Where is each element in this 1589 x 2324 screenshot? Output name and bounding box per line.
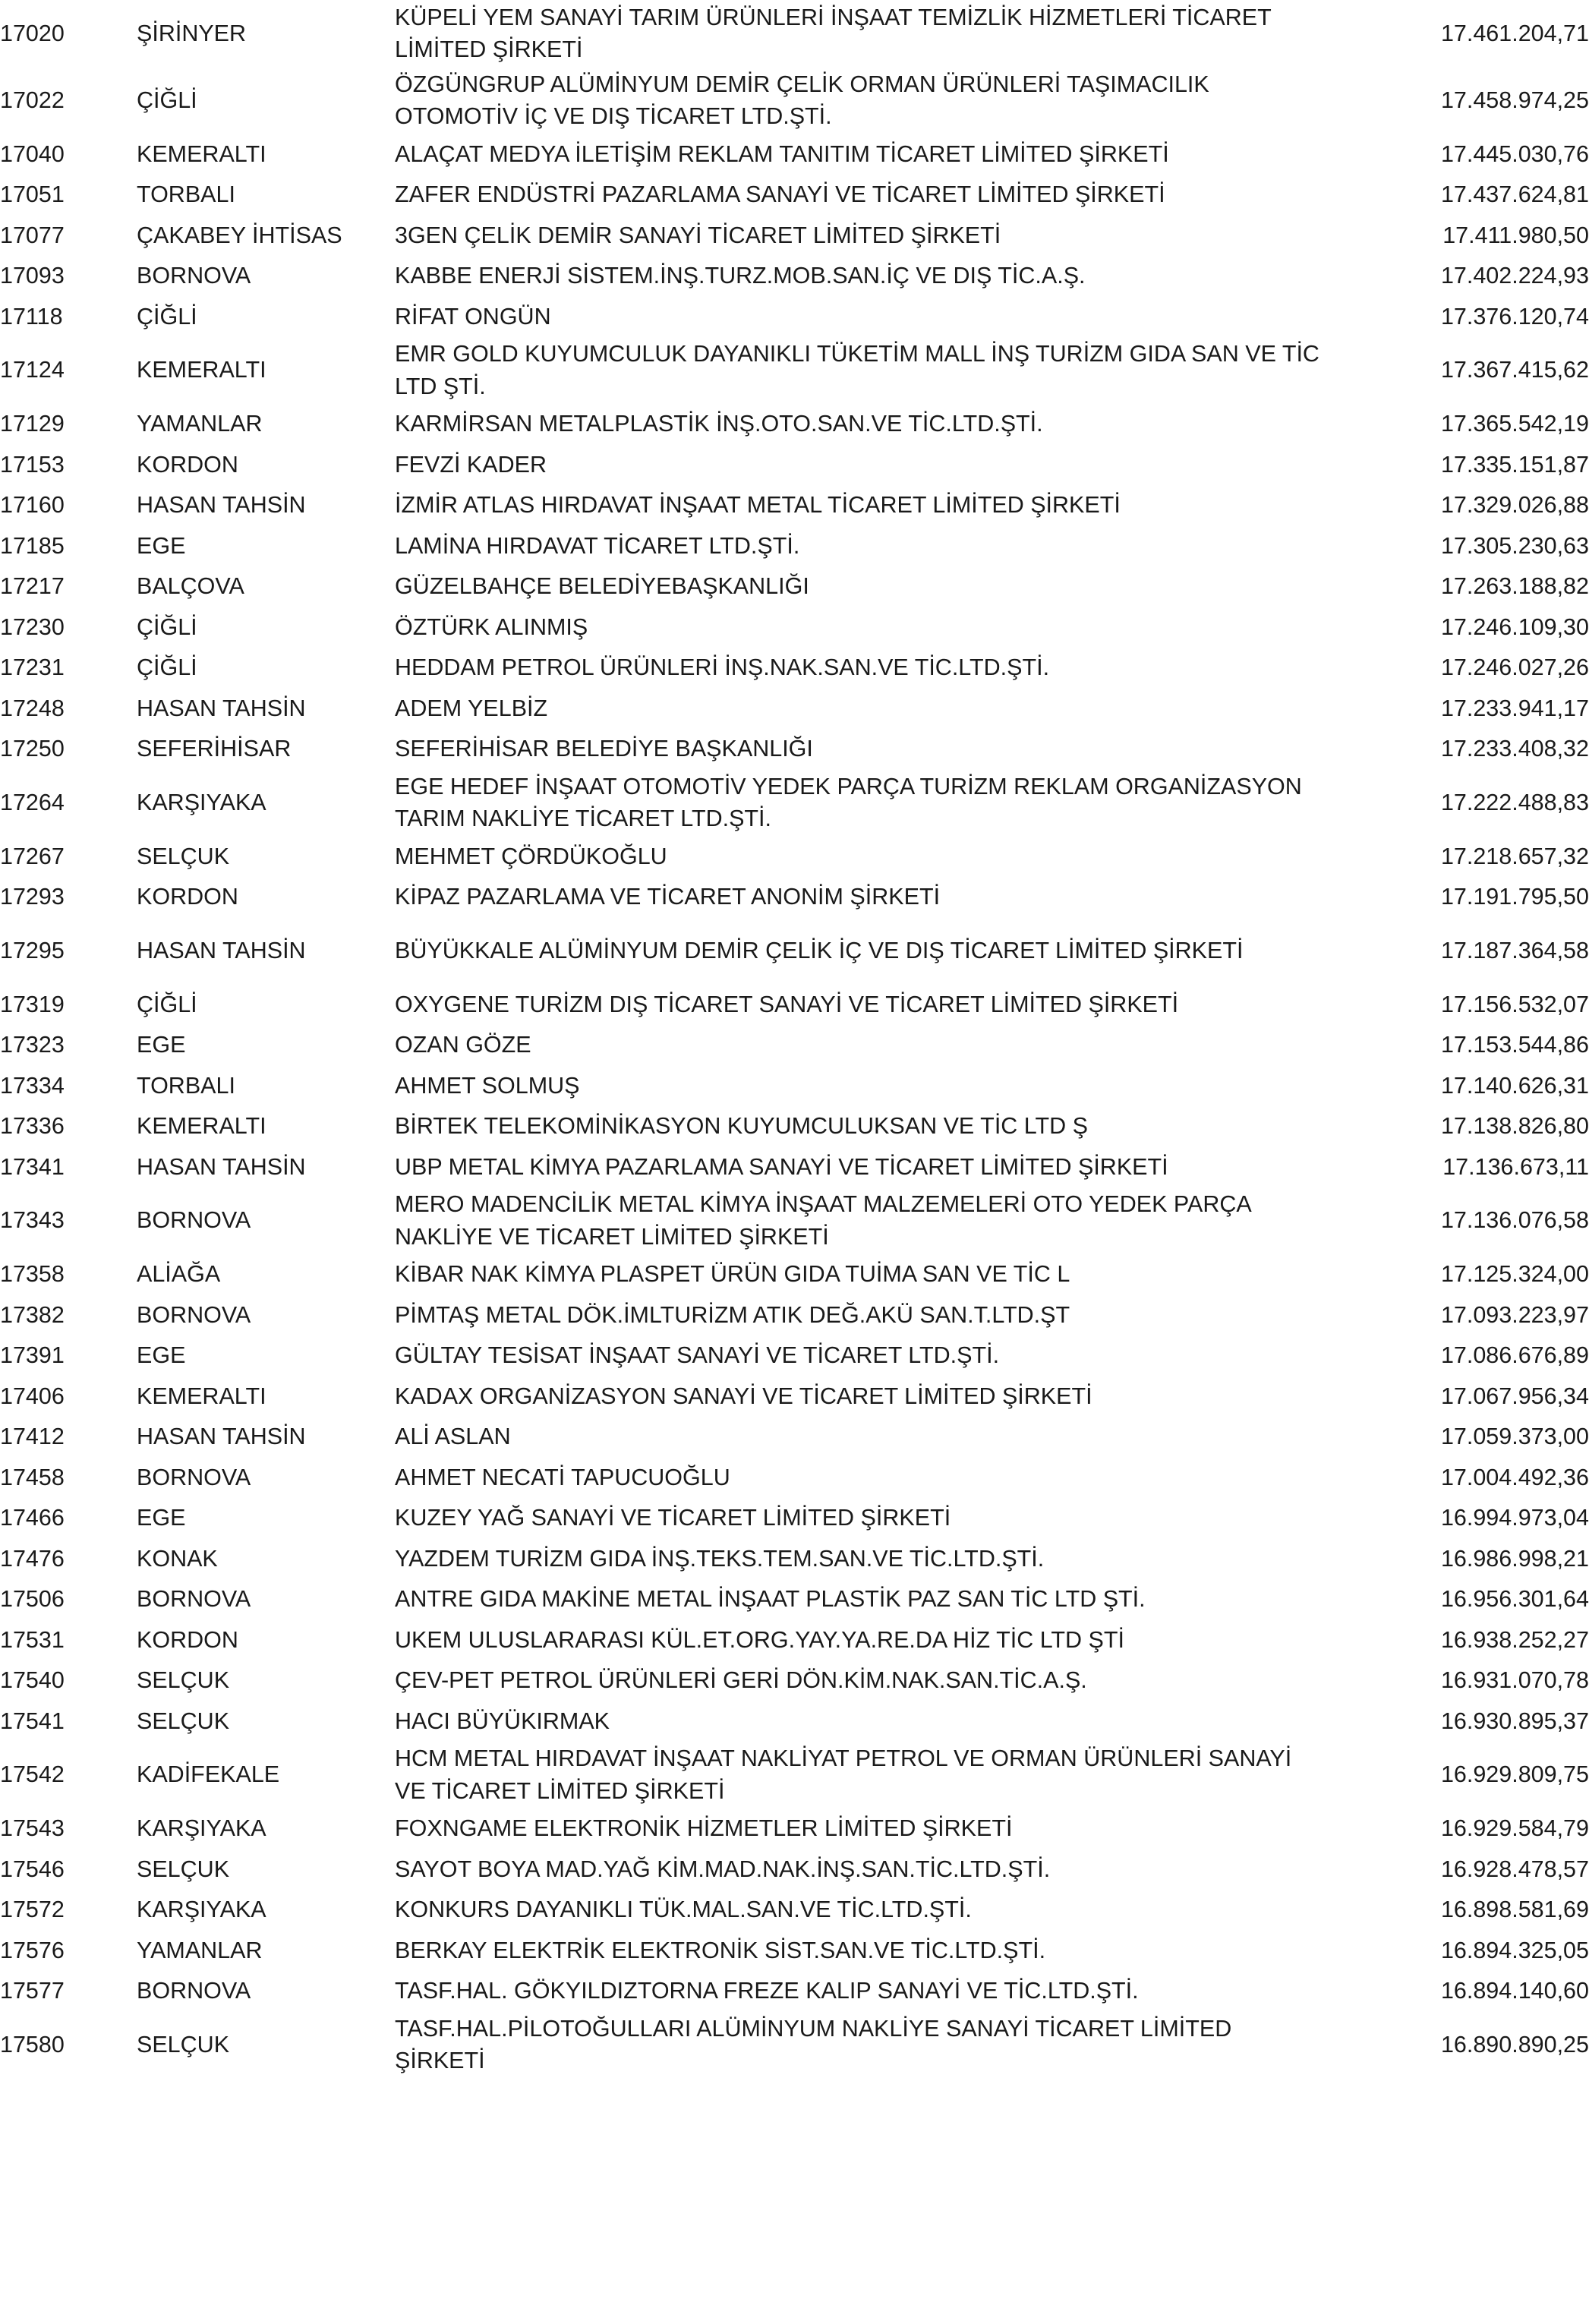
row-id-cell: 17412 [0, 1424, 65, 1450]
row-name-cell: LAMİNA HIRDAVAT TİCARET LTD.ŞTİ. [395, 532, 800, 559]
row-amount-cell: 16.956.301,64 [1440, 1586, 1589, 1613]
row-amount-cell: 17.086.676,89 [1440, 1342, 1589, 1369]
table-row [0, 836, 1589, 877]
row-name-cell: SAYOT BOYA MAD.YAĞ KİM.MAD.NAK.İNŞ.SAN.TİC.LTD.ŞTİ. [395, 1856, 1051, 1882]
table-row [0, 1457, 1589, 1498]
row-name-cell: KİPAZ PAZARLAMA VE TİCARET ANONİM ŞİRKETİ [395, 884, 941, 910]
row-id-cell: 17231 [0, 654, 65, 681]
row-id-cell: 17230 [0, 613, 65, 640]
row-amount-cell: 16.928.478,57 [1440, 1856, 1589, 1882]
row-office-cell: ÇİĞLİ [137, 87, 197, 113]
table-row [0, 1254, 1589, 1295]
row-amount-cell: 16.986.998,21 [1440, 1545, 1589, 1572]
row-name-cell: KUZEY YAĞ SANAYİ VE TİCARET LİMİTED ŞİRKETİ [395, 1505, 951, 1531]
table-row [0, 1025, 1589, 1066]
row-amount-cell: 17.156.532,07 [1440, 991, 1589, 1017]
row-amount-cell: 17.263.188,82 [1440, 573, 1589, 600]
row-name-cell: TASF.HAL. GÖKYILDIZTORNA FREZE KALIP SANAYİ VE TİC.LTD.ŞTİ. [395, 1978, 1139, 2004]
row-office-cell: BORNOVA [137, 1301, 251, 1328]
row-id-cell: 17153 [0, 451, 65, 478]
row-id-cell: 17248 [0, 695, 65, 721]
table-row [0, 1376, 1589, 1417]
table-row [0, 917, 1589, 984]
table-row [0, 296, 1589, 337]
row-amount-cell: 17.246.027,26 [1440, 654, 1589, 681]
table-row [0, 1187, 1589, 1254]
row-name-cell: OZAN GÖZE [395, 1032, 531, 1058]
table-row [0, 1660, 1589, 1701]
row-office-cell: BORNOVA [137, 1207, 251, 1234]
table-row [0, 688, 1589, 729]
row-office-cell: KADİFEKALE [137, 1761, 280, 1788]
row-amount-cell: 17.376.120,74 [1440, 303, 1589, 330]
row-amount-cell: 16.938.252,27 [1440, 1626, 1589, 1653]
row-amount-cell: 17.191.795,50 [1440, 884, 1589, 910]
row-office-cell: BALÇOVA [137, 573, 244, 600]
table-row [0, 1538, 1589, 1579]
row-name-cell: KÜPELİ YEM SANAYİ TARIM ÜRÜNLERİ İNŞAAT TEMİZLİK HİZMETLERİ TİCARET LİMİTED ŞİRKETİ [395, 4, 1272, 62]
row-name-cell: HEDDAM PETROL ÜRÜNLERİ İNŞ.NAK.SAN.VE TİC.LTD.ŞTİ. [395, 654, 1050, 681]
row-name-cell: KABBE ENERJİ SİSTEM.İNŞ.TURZ.MOB.SAN.İÇ VE DIŞ TİC.A.Ş. [395, 263, 1086, 289]
row-id-cell: 17577 [0, 1978, 65, 2004]
row-amount-cell: 17.140.626,31 [1440, 1072, 1589, 1099]
row-amount-cell: 17.136.076,58 [1440, 1207, 1589, 1234]
row-office-cell: BORNOVA [137, 1978, 251, 2004]
row-name-cell: ALAÇAT MEDYA İLETİŞİM REKLAM TANITIM TİCARET LİMİTED ŞİRKETİ [395, 140, 1169, 167]
row-office-cell: EGE [137, 1505, 186, 1531]
row-id-cell: 17217 [0, 573, 65, 600]
row-office-cell: SEFERİHİSAR [137, 736, 292, 762]
row-office-cell: KEMERALTI [137, 357, 266, 383]
row-office-cell: EGE [137, 532, 186, 559]
row-id-cell: 17020 [0, 20, 65, 46]
table-row [0, 1106, 1589, 1147]
row-id-cell: 17323 [0, 1032, 65, 1058]
row-name-cell: KARMİRSAN METALPLASTİK İNŞ.OTO.SAN.VE TİC.LTD.ŞTİ. [395, 411, 1043, 437]
row-id-cell: 17051 [0, 181, 65, 208]
row-id-cell: 17391 [0, 1342, 65, 1369]
row-name-cell: GÜZELBAHÇE BELEDİYEBAŞKANLIĞI [395, 573, 809, 600]
row-name-cell: ÖZTÜRK ALINMIŞ [395, 613, 588, 640]
row-amount-cell: 17.125.324,00 [1440, 1261, 1589, 1288]
table-row [0, 337, 1589, 404]
row-id-cell: 17506 [0, 1586, 65, 1613]
table-row [0, 1146, 1589, 1187]
row-amount-cell: 16.929.809,75 [1440, 1761, 1589, 1788]
row-office-cell: ÇİĞLİ [137, 654, 197, 681]
table-row [0, 444, 1589, 485]
row-amount-cell: 16.931.070,78 [1440, 1667, 1589, 1694]
row-amount-cell: 17.233.408,32 [1440, 736, 1589, 762]
row-amount-cell: 17.402.224,93 [1440, 263, 1589, 289]
row-office-cell: HASAN TAHSİN [137, 1153, 306, 1180]
row-office-cell: KEMERALTI [137, 1383, 266, 1409]
row-name-cell: ANTRE GIDA MAKİNE METAL İNŞAAT PLASTİK PAZ SAN TİC LTD ŞTİ. [395, 1586, 1146, 1613]
row-name-cell: RİFAT ONGÜN [395, 303, 551, 330]
row-amount-cell: 17.233.941,17 [1440, 695, 1589, 721]
row-office-cell: KORDON [137, 451, 238, 478]
table-row [0, 67, 1589, 134]
row-name-cell: HACI BÜYÜKIRMAK [395, 1708, 610, 1734]
row-amount-cell: 17.437.624,81 [1440, 181, 1589, 208]
row-amount-cell: 16.930.895,37 [1440, 1708, 1589, 1734]
row-name-cell: KONKURS DAYANIKLI TÜK.MAL.SAN.VE TİC.LTD.ŞTİ. [395, 1897, 972, 1923]
row-amount-cell: 17.222.488,83 [1440, 789, 1589, 815]
row-office-cell: BORNOVA [137, 1586, 251, 1613]
row-amount-cell: 17.458.974,25 [1440, 87, 1589, 113]
row-office-cell: KARŞIYAKA [137, 789, 266, 815]
table-row [0, 984, 1589, 1025]
row-name-cell: AHMET NECATİ TAPUCUOĞLU [395, 1464, 730, 1490]
row-office-cell: ÇİĞLİ [137, 613, 197, 640]
row-amount-cell: 17.059.373,00 [1440, 1424, 1589, 1450]
row-amount-cell: 16.894.140,60 [1440, 1978, 1589, 2004]
row-name-cell: GÜLTAY TESİSAT İNŞAAT SANAYİ VE TİCARET LTD.ŞTİ. [395, 1342, 1000, 1369]
table-row [0, 215, 1589, 256]
table-row [0, 1498, 1589, 1539]
row-amount-cell: 16.890.890,25 [1440, 2031, 1589, 2058]
row-office-cell: SELÇUK [137, 1856, 230, 1882]
row-office-cell: SELÇUK [137, 843, 230, 869]
row-id-cell: 17040 [0, 140, 65, 167]
row-id-cell: 17358 [0, 1261, 65, 1288]
row-amount-cell: 17.067.956,34 [1440, 1383, 1589, 1409]
row-amount-cell: 16.898.581,69 [1440, 1897, 1589, 1923]
row-name-cell: FOXNGAME ELEKTRONİK HİZMETLER LİMİTED ŞİRKETİ [395, 1815, 1013, 1842]
row-office-cell: YAMANLAR [137, 411, 263, 437]
row-id-cell: 17580 [0, 2031, 65, 2058]
row-office-cell: SELÇUK [137, 2031, 230, 2058]
row-id-cell: 17466 [0, 1505, 65, 1531]
row-office-cell: EGE [137, 1032, 186, 1058]
row-office-cell: KORDON [137, 1626, 238, 1653]
table-row [0, 607, 1589, 648]
row-amount-cell: 17.367.415,62 [1440, 357, 1589, 383]
row-office-cell: KONAK [137, 1545, 218, 1572]
row-name-cell: BÜYÜKKALE ALÜMİNYUM DEMİR ÇELİK İÇ VE DIŞ TİCARET LİMİTED ŞİRKETİ [395, 937, 1244, 963]
row-amount-cell: 17.153.544,86 [1440, 1032, 1589, 1058]
row-id-cell: 17343 [0, 1207, 65, 1234]
row-id-cell: 17382 [0, 1301, 65, 1328]
row-id-cell: 17250 [0, 736, 65, 762]
row-name-cell: KİBAR NAK KİMYA PLASPET ÜRÜN GIDA TUİMA SAN VE TİC L [395, 1261, 1070, 1288]
row-id-cell: 17295 [0, 937, 65, 963]
table-row [0, 404, 1589, 445]
row-office-cell: TORBALI [137, 181, 235, 208]
row-amount-cell: 17.445.030,76 [1440, 140, 1589, 167]
row-id-cell: 17458 [0, 1464, 65, 1490]
row-amount-cell: 17.365.542,19 [1440, 411, 1589, 437]
table-row [0, 1849, 1589, 1890]
row-name-cell: ALİ ASLAN [395, 1424, 511, 1450]
row-id-cell: 17341 [0, 1153, 65, 1180]
row-office-cell: BORNOVA [137, 1464, 251, 1490]
row-id-cell: 17336 [0, 1113, 65, 1140]
row-id-cell: 17543 [0, 1815, 65, 1842]
row-id-cell: 17022 [0, 87, 65, 113]
row-amount-cell: 16.994.973,04 [1440, 1505, 1589, 1531]
row-amount-cell: 17.329.026,88 [1440, 492, 1589, 519]
table-row [0, 485, 1589, 526]
row-name-cell: AHMET SOLMUŞ [395, 1072, 580, 1099]
table-row [0, 175, 1589, 216]
table-row [0, 566, 1589, 607]
row-amount-cell: 17.218.657,32 [1440, 843, 1589, 869]
table-row [0, 1065, 1589, 1106]
row-name-cell: UBP METAL KİMYA PAZARLAMA SANAYİ VE TİCARET LİMİTED ŞİRKETİ [395, 1153, 1168, 1180]
row-name-cell: FEVZİ KADER [395, 451, 547, 478]
table-row [0, 1890, 1589, 1931]
row-id-cell: 17319 [0, 991, 65, 1017]
row-id-cell: 17264 [0, 789, 65, 815]
row-office-cell: KARŞIYAKA [137, 1815, 266, 1842]
row-id-cell: 17542 [0, 1761, 65, 1788]
table-row [0, 1808, 1589, 1849]
row-name-cell: MERO MADENCİLİK METAL KİMYA İNŞAAT MALZEMELERİ OTO YEDEK PARÇA NAKLİYE VE TİCARET LİMİTED ŞİRKETİ [395, 1191, 1251, 1250]
row-office-cell: ÇİĞLİ [137, 991, 197, 1017]
row-id-cell: 17293 [0, 884, 65, 910]
row-office-cell: EGE [137, 1342, 186, 1369]
row-office-cell: TORBALI [137, 1072, 235, 1099]
row-name-cell: OXYGENE TURİZM DIŞ TİCARET SANAYİ VE TİCARET LİMİTED ŞİRKETİ [395, 991, 1179, 1017]
table-row [0, 1971, 1589, 2012]
row-id-cell: 17576 [0, 1937, 65, 1963]
row-id-cell: 17129 [0, 411, 65, 437]
row-name-cell: SEFERİHİSAR BELEDİYE BAŞKANLIĞI [395, 736, 813, 762]
row-amount-cell: 17.004.492,36 [1440, 1464, 1589, 1490]
row-amount-cell: 16.894.325,05 [1440, 1937, 1589, 1963]
table-row [0, 1742, 1589, 1808]
row-name-cell: TASF.HAL.PİLOTOĞULLARI ALÜMİNYUM NAKLİYE SANAYİ TİCARET LİMİTED ŞİRKETİ [395, 2015, 1232, 2073]
row-office-cell: SELÇUK [137, 1708, 230, 1734]
row-office-cell: HASAN TAHSİN [137, 937, 306, 963]
row-amount-cell: 17.411.980,50 [1442, 222, 1589, 248]
row-amount-cell: 16.929.584,79 [1440, 1815, 1589, 1842]
table-row [0, 729, 1589, 770]
table-row [0, 1417, 1589, 1458]
row-name-cell: BERKAY ELEKTRİK ELEKTRONİK SİST.SAN.VE TİC.LTD.ŞTİ. [395, 1937, 1046, 1963]
row-amount-cell: 17.461.204,71 [1440, 20, 1589, 46]
row-name-cell: KADAX ORGANİZASYON SANAYİ VE TİCARET LİMİTED ŞİRKETİ [395, 1383, 1092, 1409]
row-id-cell: 17267 [0, 843, 65, 869]
row-id-cell: 17334 [0, 1072, 65, 1099]
row-office-cell: YAMANLAR [137, 1937, 263, 1963]
table-row [0, 525, 1589, 566]
table-row [0, 1701, 1589, 1742]
row-id-cell: 17160 [0, 492, 65, 519]
row-name-cell: ÇEV-PET PETROL ÜRÜNLERİ GERİ DÖN.KİM.NAK.SAN.TİC.A.Ş. [395, 1667, 1087, 1694]
row-office-cell: KORDON [137, 884, 238, 910]
table-row [0, 877, 1589, 918]
row-amount-cell: 17.187.364,58 [1440, 937, 1589, 963]
table-row [0, 134, 1589, 175]
row-name-cell: UKEM ULUSLARARASI KÜL.ET.ORG.YAY.YA.RE.DA HİZ TİC LTD ŞTİ [395, 1626, 1124, 1653]
row-amount-cell: 17.093.223,97 [1440, 1301, 1589, 1328]
row-id-cell: 17531 [0, 1626, 65, 1653]
row-name-cell: ADEM YELBİZ [395, 695, 548, 721]
row-office-cell: KARŞIYAKA [137, 1897, 266, 1923]
row-office-cell: HASAN TAHSİN [137, 695, 306, 721]
row-id-cell: 17124 [0, 357, 65, 383]
row-id-cell: 17572 [0, 1897, 65, 1923]
row-name-cell: HCM METAL HIRDAVAT İNŞAAT NAKLİYAT PETROL VE ORMAN ÜRÜNLERİ SANAYİ VE TİCARET LİMİTED ŞİRKETİ [395, 1745, 1292, 1804]
table-row [0, 2011, 1589, 2078]
row-name-cell: ZAFER ENDÜSTRİ PAZARLAMA SANAYİ VE TİCARET LİMİTED ŞİRKETİ [395, 181, 1165, 208]
row-name-cell: YAZDEM TURİZM GIDA İNŞ.TEKS.TEM.SAN.VE TİC.LTD.ŞTİ. [395, 1545, 1045, 1572]
table-row [0, 1335, 1589, 1376]
row-id-cell: 17476 [0, 1545, 65, 1572]
row-name-cell: MEHMET ÇÖRDÜKOĞLU [395, 843, 667, 869]
table-row [0, 648, 1589, 689]
row-id-cell: 17093 [0, 263, 65, 289]
table-row [0, 256, 1589, 297]
row-office-cell: HASAN TAHSİN [137, 1424, 306, 1450]
row-amount-cell: 17.138.826,80 [1440, 1113, 1589, 1140]
row-name-cell: 3GEN ÇELİK DEMİR SANAYİ TİCARET LİMİTED ŞİRKETİ [395, 222, 1001, 248]
row-name-cell: EGE HEDEF İNŞAAT OTOMOTİV YEDEK PARÇA TURİZM REKLAM ORGANİZASYON TARIM NAKLİYE TİCARET LTD.ŞTİ. [395, 773, 1302, 831]
row-id-cell: 17540 [0, 1667, 65, 1694]
table-row [0, 1579, 1589, 1620]
row-office-cell: ÇAKABEY İHTİSAS [137, 222, 342, 248]
row-amount-cell: 17.246.109,30 [1440, 613, 1589, 640]
row-office-cell: ALİAĞA [137, 1261, 221, 1288]
row-amount-cell: 17.335.151,87 [1440, 451, 1589, 478]
row-name-cell: EMR GOLD KUYUMCULUK DAYANIKLI TÜKETİM MALL İNŞ TURİZM GIDA SAN VE TİC LTD ŞTİ. [395, 341, 1319, 399]
row-office-cell: ŞİRİNYER [137, 20, 247, 46]
row-office-cell: KEMERALTI [137, 1113, 266, 1140]
table-row [0, 0, 1589, 67]
row-name-cell: PİMTAŞ METAL DÖK.İMLTURİZM ATIK DEĞ.AKÜ SAN.T.LTD.ŞT [395, 1301, 1070, 1328]
row-amount-cell: 17.136.673,11 [1442, 1153, 1589, 1180]
row-office-cell: BORNOVA [137, 263, 251, 289]
row-office-cell: HASAN TAHSİN [137, 492, 306, 519]
table-row [0, 769, 1589, 836]
row-id-cell: 17546 [0, 1856, 65, 1882]
row-name-cell: İZMİR ATLAS HIRDAVAT İNŞAAT METAL TİCARET LİMİTED ŞİRKETİ [395, 492, 1121, 519]
row-id-cell: 17118 [0, 303, 63, 330]
table-row [0, 1930, 1589, 1971]
row-id-cell: 17077 [0, 222, 65, 248]
row-office-cell: ÇİĞLİ [137, 303, 197, 330]
row-id-cell: 17406 [0, 1383, 65, 1409]
row-office-cell: SELÇUK [137, 1667, 230, 1694]
row-id-cell: 17541 [0, 1708, 65, 1734]
row-name-cell: BİRTEK TELEKOMİNİKASYON KUYUMCULUKSAN VE TİC LTD Ş [395, 1113, 1088, 1140]
row-name-cell: ÖZGÜNGRUP ALÜMİNYUM DEMİR ÇELİK ORMAN ÜRÜNLERİ TAŞIMACILIK OTOMOTİV İÇ VE DIŞ TİCARET LTD.ŞTİ. [395, 71, 1209, 129]
row-id-cell: 17185 [0, 532, 65, 559]
table-row [0, 1294, 1589, 1335]
row-amount-cell: 17.305.230,63 [1440, 532, 1589, 559]
table-row [0, 1619, 1589, 1660]
row-office-cell: KEMERALTI [137, 140, 266, 167]
